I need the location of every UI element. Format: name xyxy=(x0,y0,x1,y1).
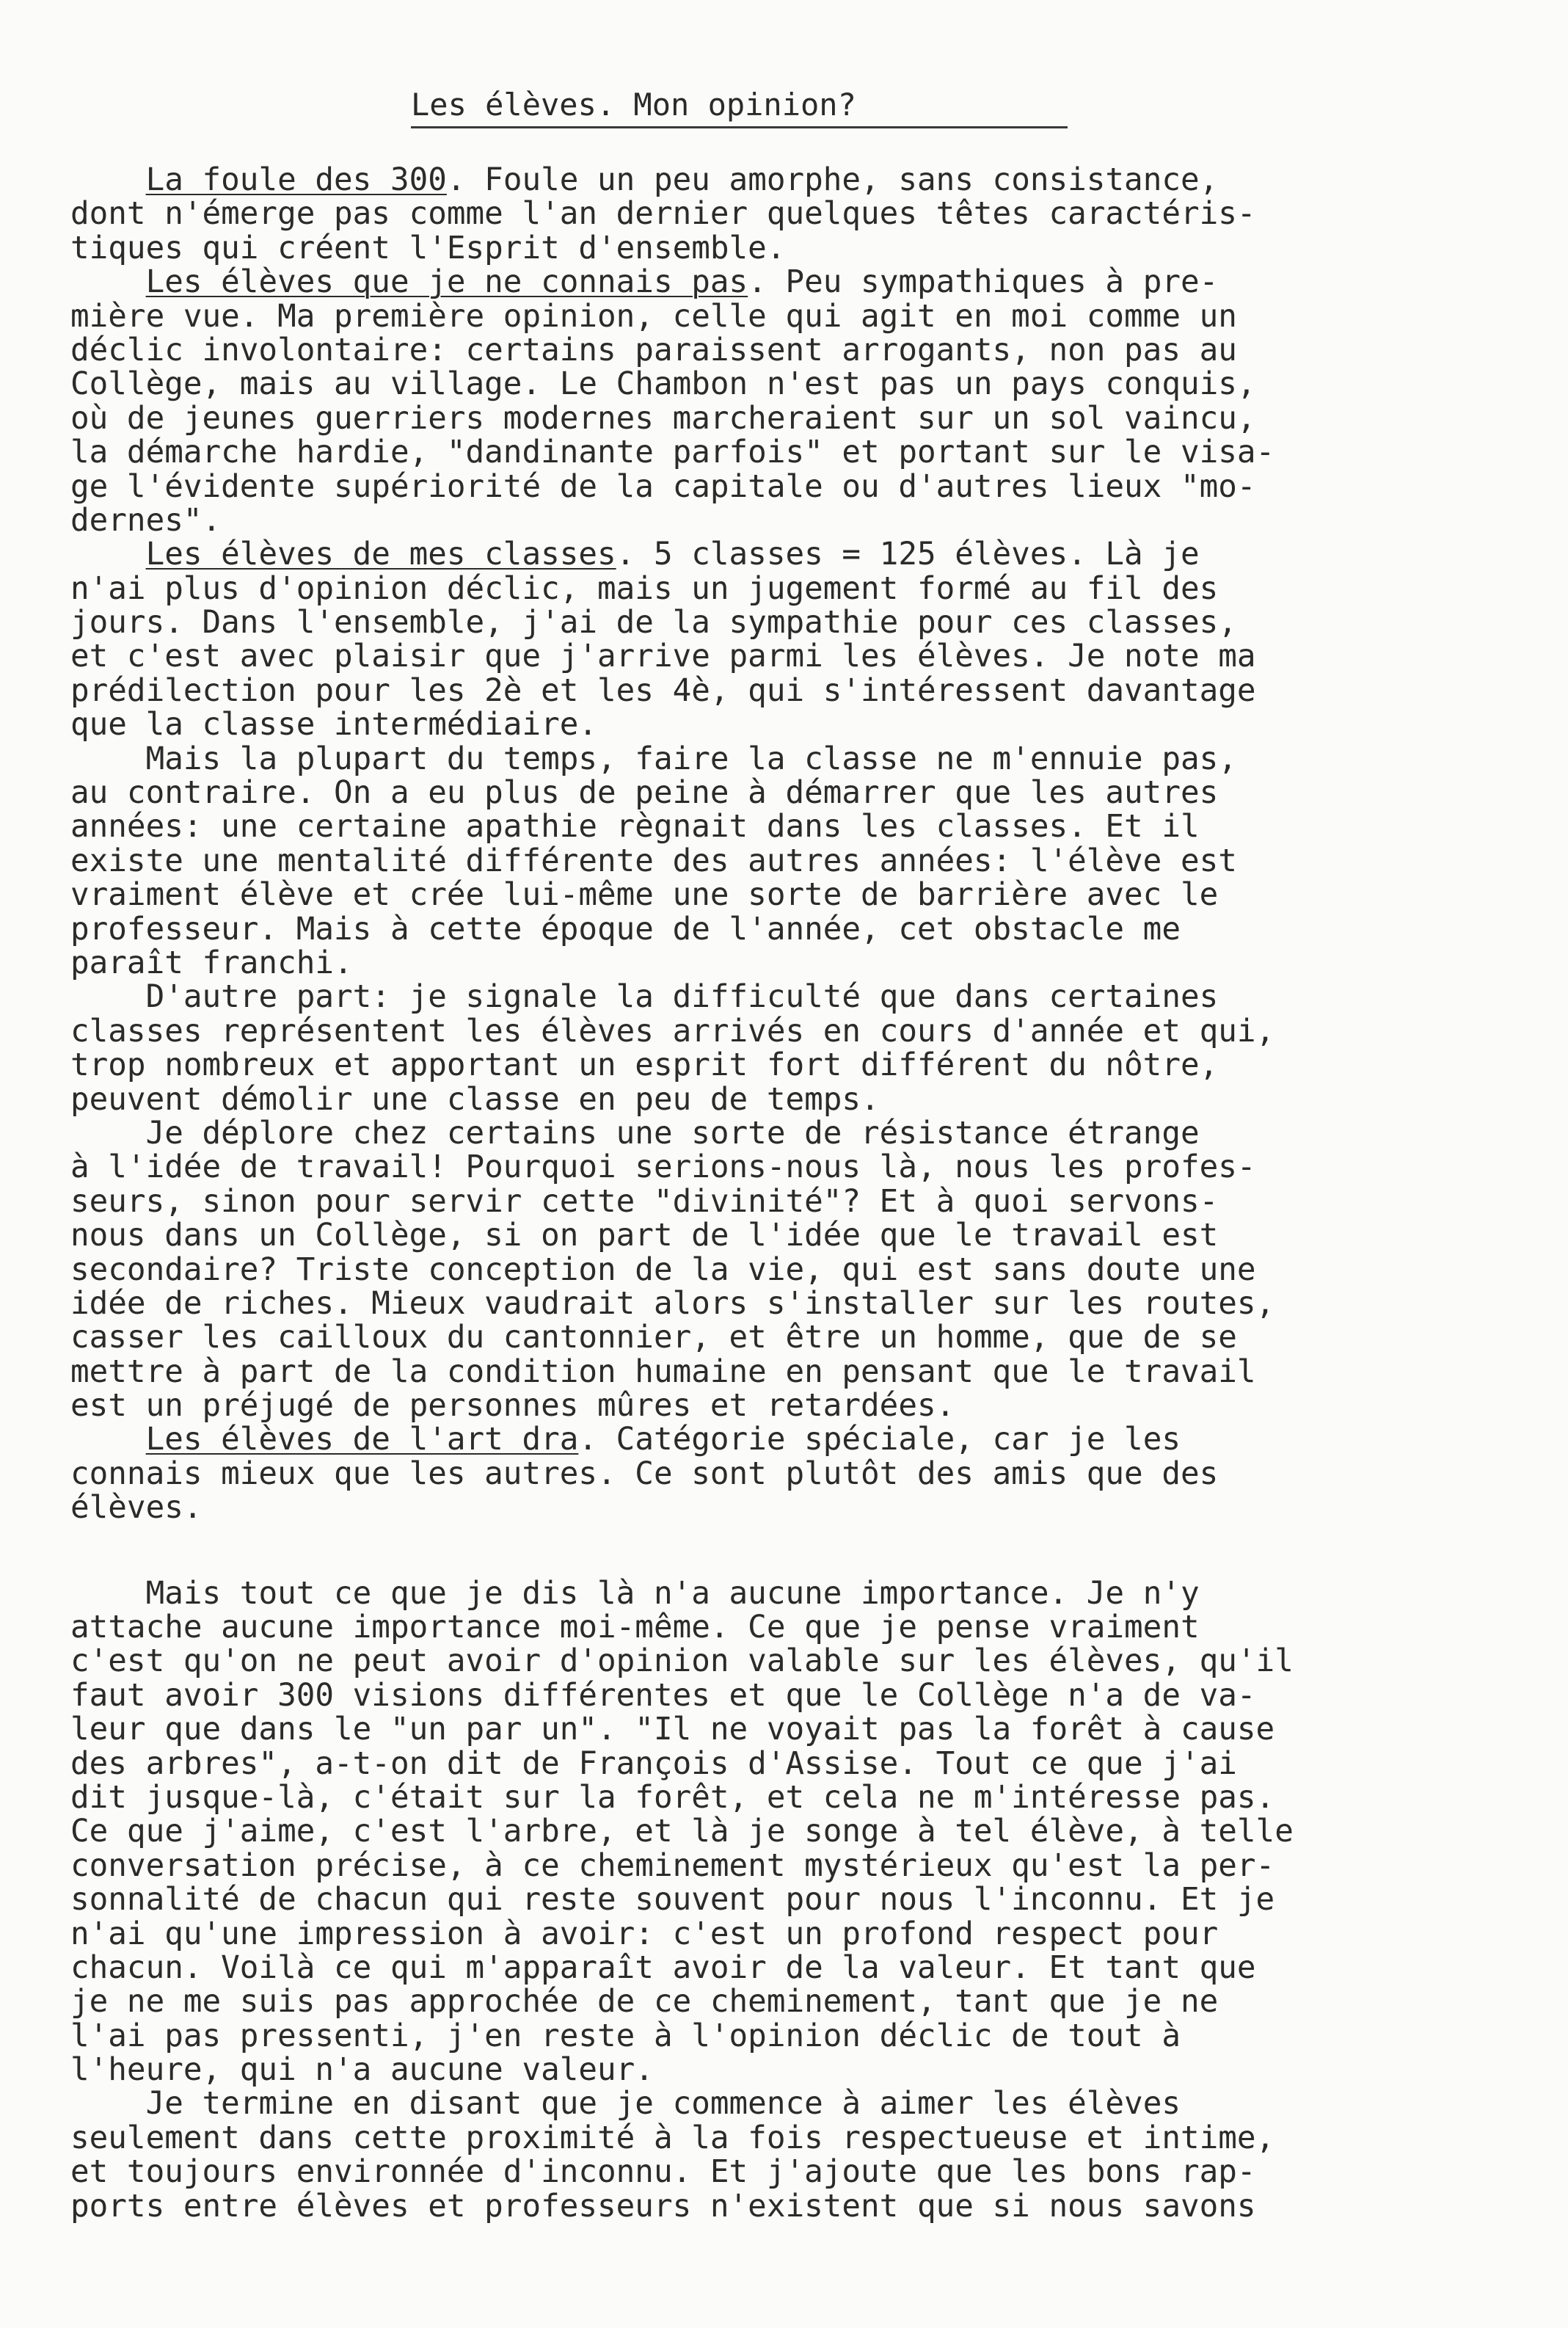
paragraph-line: élèves. xyxy=(70,1489,203,1527)
paragraph-line: Les élèves que je ne connais pas. Peu sympathiques à pre- xyxy=(145,263,1219,301)
paragraph-line: attache aucune importance moi-même. Ce que je pense vraiment xyxy=(70,1609,1200,1646)
paragraph-line: dit jusque-là, c'était sur la forêt, et cela ne m'intéresse pas. xyxy=(70,1778,1275,1816)
paragraph-line: conversation précise, à ce cheminement mystérieux qu'est la per- xyxy=(70,1847,1275,1884)
paragraph-line: Je déplore chez certains une sorte de résistance étrange xyxy=(145,1114,1200,1152)
paragraph-line: est un préjugé de personnes mûres et retardées. xyxy=(70,1387,955,1425)
paragraph-line: Ce que j'aime, c'est l'arbre, et là je songe à tel élève, à telle xyxy=(70,1813,1294,1850)
paragraph-line: Collège, mais au village. Le Chambon n'est pas un pays conquis, xyxy=(70,365,1256,403)
section-heading-classes: Les élèves de mes classes xyxy=(145,536,616,573)
paragraph-line: nous dans un Collège, si on part de l'idée que le travail est xyxy=(70,1217,1219,1254)
paragraph-line: mière vue. Ma première opinion, celle qui agit en moi comme un xyxy=(70,297,1237,335)
paragraph-line: années: une certaine apathie règnait dans les classes. Et il xyxy=(70,808,1200,845)
paragraph-line: à l'idée de travail! Pourquoi serions-nous là, nous les profes- xyxy=(70,1149,1256,1186)
paragraph-line: n'ai qu'une impression à avoir: c'est un profond respect pour xyxy=(70,1915,1219,1952)
section-heading-inconnus: Les élèves que je ne connais pas xyxy=(145,263,748,301)
paragraph-line: où de jeunes guerriers modernes marcheraient sur un sol vaincu, xyxy=(70,399,1256,437)
paragraph-line: D'autre part: je signale la difficulté que dans certaines xyxy=(145,978,1219,1016)
paragraph-line: jours. Dans l'ensemble, j'ai de la sympathie pour ces classes, xyxy=(70,604,1237,641)
paragraph-line: casser les cailloux du cantonnier, et être un homme, que de se xyxy=(70,1319,1237,1356)
paragraph-line: dernes". xyxy=(70,501,222,539)
paragraph-line: prédilection pour les 2è et les 4è, qui s'intéressent davantage xyxy=(70,672,1256,709)
paragraph-line: secondaire? Triste conception de la vie, qui est sans doute une xyxy=(70,1251,1256,1288)
paragraph-line: ge l'évidente supériorité de la capitale ou d'autres lieux "mo- xyxy=(70,468,1256,505)
paragraph-line: classes représentent les élèves arrivés en cours d'année et qui, xyxy=(70,1012,1275,1050)
paragraph-line: et c'est avec plaisir que j'arrive parmi les élèves. Je note ma xyxy=(70,638,1256,675)
paragraph-line: chacun. Voilà ce qui m'apparaît avoir de la valeur. Et tant que xyxy=(70,1949,1256,1986)
paragraph-line: faut avoir 300 visions différentes et que le Collège n'a de va- xyxy=(70,1676,1256,1714)
paragraph-line: vraiment élève et crée lui-même une sorte de barrière avec le xyxy=(70,876,1219,914)
paragraph-line: Les élèves de mes classes. 5 classes = 125 élèves. Là je xyxy=(145,536,1200,573)
paragraph-line: n'ai plus d'opinion déclic, mais un jugement formé au fil des xyxy=(70,570,1219,607)
paragraph-line: ports entre élèves et professeurs n'existent que si nous savons xyxy=(70,2187,1256,2225)
section-heading-art-dra: Les élèves de l'art dra xyxy=(145,1421,579,1458)
paragraph-line: et toujours environnée d'inconnu. Et j'ajoute que les bons rap- xyxy=(70,2153,1256,2191)
paragraph-line: c'est qu'on ne peut avoir d'opinion valable sur les élèves, qu'il xyxy=(70,1643,1294,1680)
paragraph-line: connais mieux que les autres. Ce sont plutôt des amis que des xyxy=(70,1455,1219,1492)
paragraph-line: que la classe intermédiaire. xyxy=(70,706,598,743)
paragraph-line: Mais tout ce que je dis là n'a aucune importance. Je n'y xyxy=(145,1574,1200,1612)
paragraph-line: des arbres", a-t-on dit de François d'Assise. Tout ce que j'ai xyxy=(70,1745,1237,1782)
paragraph-line: existe une mentalité différente des autres années: l'élève est xyxy=(70,842,1237,879)
paragraph-line: dont n'émerge pas comme l'an dernier quelques têtes caractéris- xyxy=(70,195,1256,233)
paragraph-gap xyxy=(70,1525,1509,1576)
paragraph-line: idée de riches. Mieux vaudrait alors s'installer sur les routes, xyxy=(70,1284,1275,1322)
paragraph-line: trop nombreux et apportant un esprit fort différent du nôtre, xyxy=(70,1047,1219,1084)
paragraph-line: paraît franchi. xyxy=(70,944,353,981)
document-body xyxy=(70,163,1509,2223)
paragraph-line: je ne me suis pas approchée de ce cheminement, tant que je ne xyxy=(70,1983,1219,2020)
paragraph-line: seurs, sinon pour servir cette "divinité"? Et à quoi servons- xyxy=(70,1182,1219,1220)
paragraph-line: sonnalité de chacun qui reste souvent pour nous l'inconnu. Et je xyxy=(70,1881,1275,1918)
paragraph-line: la démarche hardie, "dandinante parfois" et portant sur le visa- xyxy=(70,434,1275,471)
paragraph-line: peuvent démolir une classe en peu de temps. xyxy=(70,1080,880,1118)
paragraph-line: seulement dans cette proximité à la fois respectueuse et intime, xyxy=(70,2119,1275,2156)
paragraph-line: au contraire. On a eu plus de peine à démarrer que les autres xyxy=(70,774,1219,812)
paragraph-line: Les élèves de l'art dra. Catégorie spéciale, car je les xyxy=(145,1421,1181,1458)
paragraph-line: tiques qui créent l'Esprit d'ensemble. xyxy=(70,229,786,266)
paragraph-line: leur que dans le "un par un". "Il ne voyait pas la forêt à cause xyxy=(70,1711,1275,1748)
paragraph-line: Mais la plupart du temps, faire la classe ne m'ennuie pas, xyxy=(145,740,1237,777)
paragraph-line: Je termine en disant que je commence à aimer les élèves xyxy=(145,2085,1181,2123)
title-underline xyxy=(411,126,1068,128)
paragraph-line: l'ai pas pressenti, j'en reste à l'opinion déclic de tout à xyxy=(70,2017,1181,2054)
section-heading-foule: La foule des 300 xyxy=(145,161,447,198)
paragraph-line: l'heure, qui n'a aucune valeur. xyxy=(70,2051,654,2089)
paragraph-line: professeur. Mais à cette époque de l'année, cet obstacle me xyxy=(70,910,1181,947)
paragraph-line: déclic involontaire: certains paraissent arrogants, non pas au xyxy=(70,331,1237,368)
page-title: Les élèves. Mon opinion? xyxy=(411,87,856,123)
paragraph-line: mettre à part de la condition humaine en pensant que le travail xyxy=(70,1353,1256,1390)
paragraph-line: La foule des 300. Foule un peu amorphe, sans consistance, xyxy=(145,161,1219,198)
